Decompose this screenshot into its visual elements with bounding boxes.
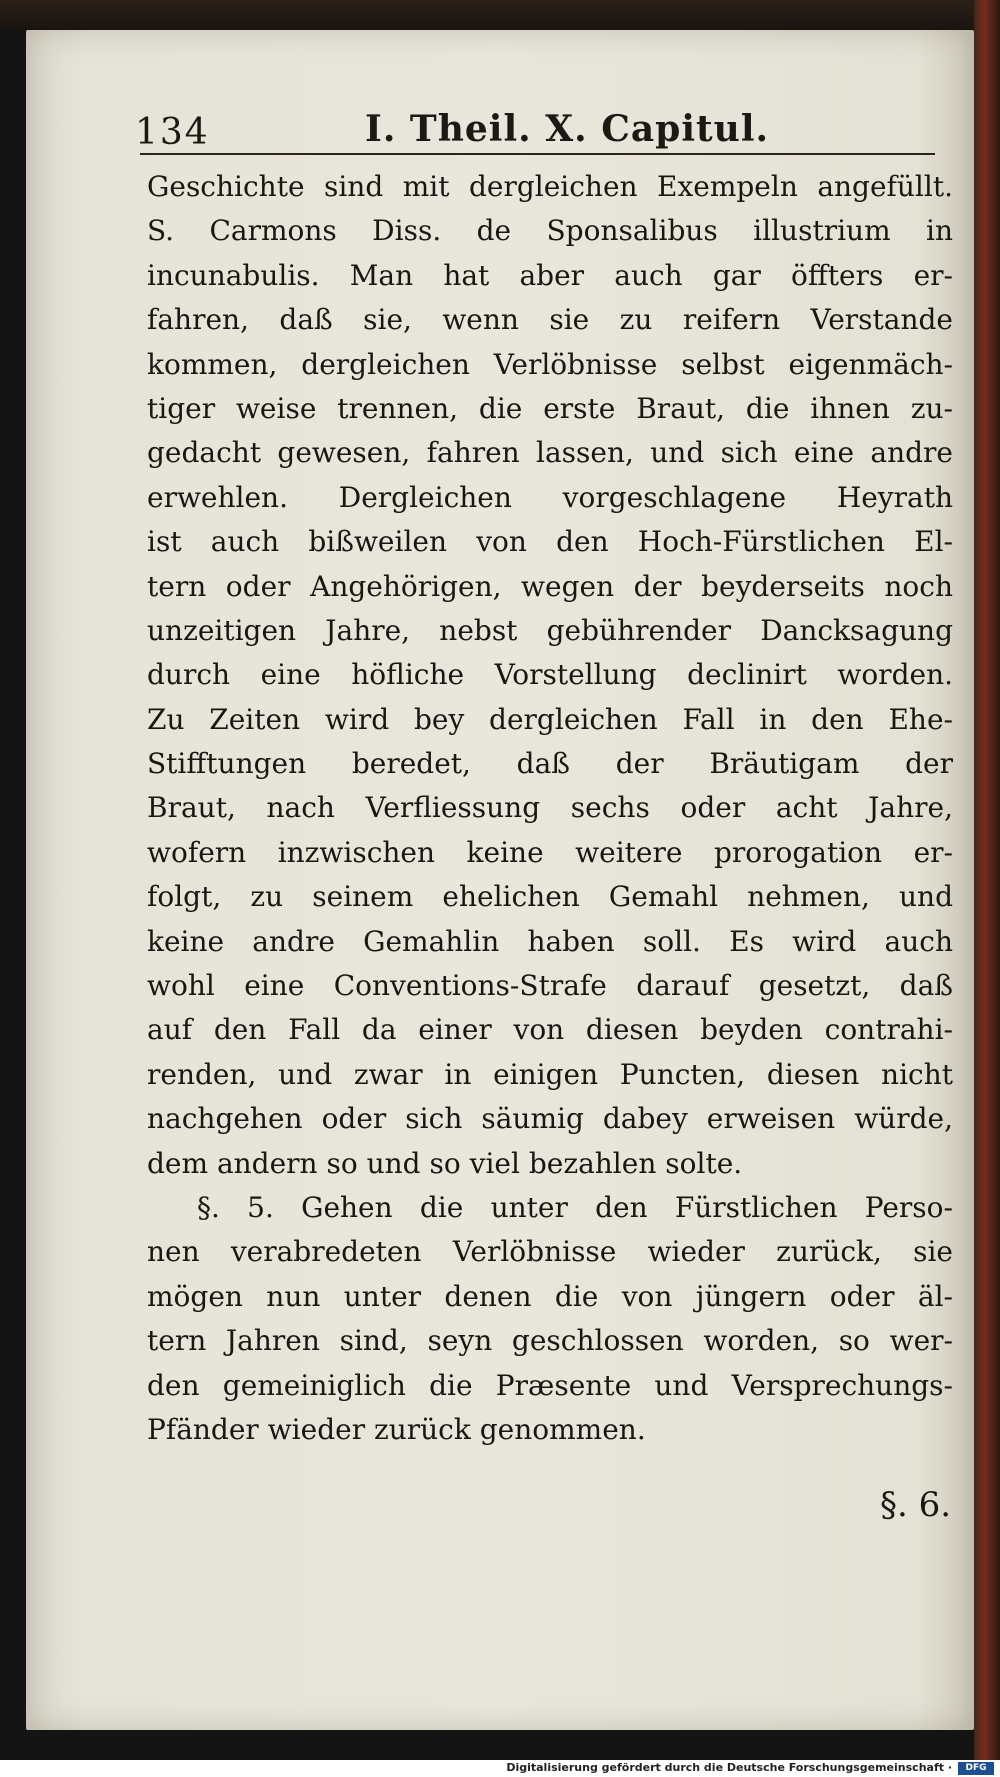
text-line: durch eine höfliche Vorstellung declinirt worden. (147, 658, 953, 692)
text-line: auf den Fall da einer von diesen beyden contrahi- (147, 1013, 953, 1047)
text-line: dem andern so und so viel bezahlen solte. (147, 1146, 743, 1180)
body-text (147, 165, 953, 1452)
page-number: 134 (135, 112, 210, 153)
text-line: incunabulis. Man hat aber auch gar öffters er- (147, 258, 953, 292)
digitization-credit: Digitalisierung gefördert durch die Deutsche Forschungsgemeinschaft · (506, 1761, 952, 1774)
paragraph-start-line: §. 5. Gehen die unter den Fürstlichen Perso- (197, 1190, 953, 1224)
catchword: §. 6. (880, 1485, 952, 1525)
text-line: unzeitigen Jahre, nebst gebührender Dancksagung (147, 613, 953, 647)
text-line: Geschichte sind mit dergleichen Exempeln angefüllt. (147, 170, 953, 203)
text-line: tern Jahren sind, seyn geschlossen worden, so wer- (147, 1324, 953, 1358)
text-line: wofern inzwischen keine weitere prorogation er- (147, 835, 953, 869)
text-line: den gemeiniglich die Præsente und Versprechungs- (147, 1368, 953, 1402)
book-edge-top (0, 0, 1000, 30)
book-spine-edge (974, 0, 1000, 1760)
text-line: mögen nun unter denen die von jüngern oder äl- (147, 1279, 953, 1313)
text-line: folgt, zu seinem ehelichen Gemahl nehmen, und (147, 880, 953, 914)
text-line: nen verabredeten Verlöbnisse wieder zurück, sie (147, 1235, 953, 1269)
text-line: tern oder Angehörigen, wegen der beyderseits noch (147, 569, 953, 603)
text-line: tiger weise trennen, die erste Braut, die ihnen zu- (147, 391, 953, 425)
text-line: fahren, daß sie, wenn sie zu reifern Verstande (147, 303, 953, 337)
running-head: I. Theil. X. Capitul. (365, 108, 770, 150)
text-line: nachgehen oder sich säumig dabey erweisen würde, (147, 1102, 953, 1136)
text-line: keine andre Gemahlin haben soll. Es wird auch (147, 924, 953, 958)
header-rule (140, 153, 935, 155)
text-line: renden, und zwar in einigen Puncten, diesen nicht (147, 1057, 953, 1091)
text-line: Pfänder wieder zurück genommen. (147, 1412, 646, 1446)
dfg-logo: DFG (958, 1762, 994, 1775)
text-line: erwehlen. Dergleichen vorgeschlagene Heyrath (147, 480, 953, 514)
text-line: Zu Zeiten wird bey dergleichen Fall in den Ehe- (147, 702, 953, 736)
text-line: Braut, nach Verfliessung sechs oder acht Jahre, (147, 791, 953, 825)
page-header (115, 100, 960, 160)
text-line: ist auch bißweilen von den Hoch-Fürstlichen El- (147, 525, 953, 559)
text-line: gedacht gewesen, fahren lassen, und sich eine andre (147, 436, 953, 470)
text-line: kommen, dergleichen Verlöbnisse selbst eigenmäch- (147, 347, 953, 381)
text-line: wohl eine Conventions-Strafe darauf gesetzt, daß (147, 969, 953, 1003)
text-line: Stifftungen beredet, daß der Bräutigam der (147, 747, 953, 781)
text-line: S. Carmons Diss. de Sponsalibus illustrium in (147, 214, 953, 248)
